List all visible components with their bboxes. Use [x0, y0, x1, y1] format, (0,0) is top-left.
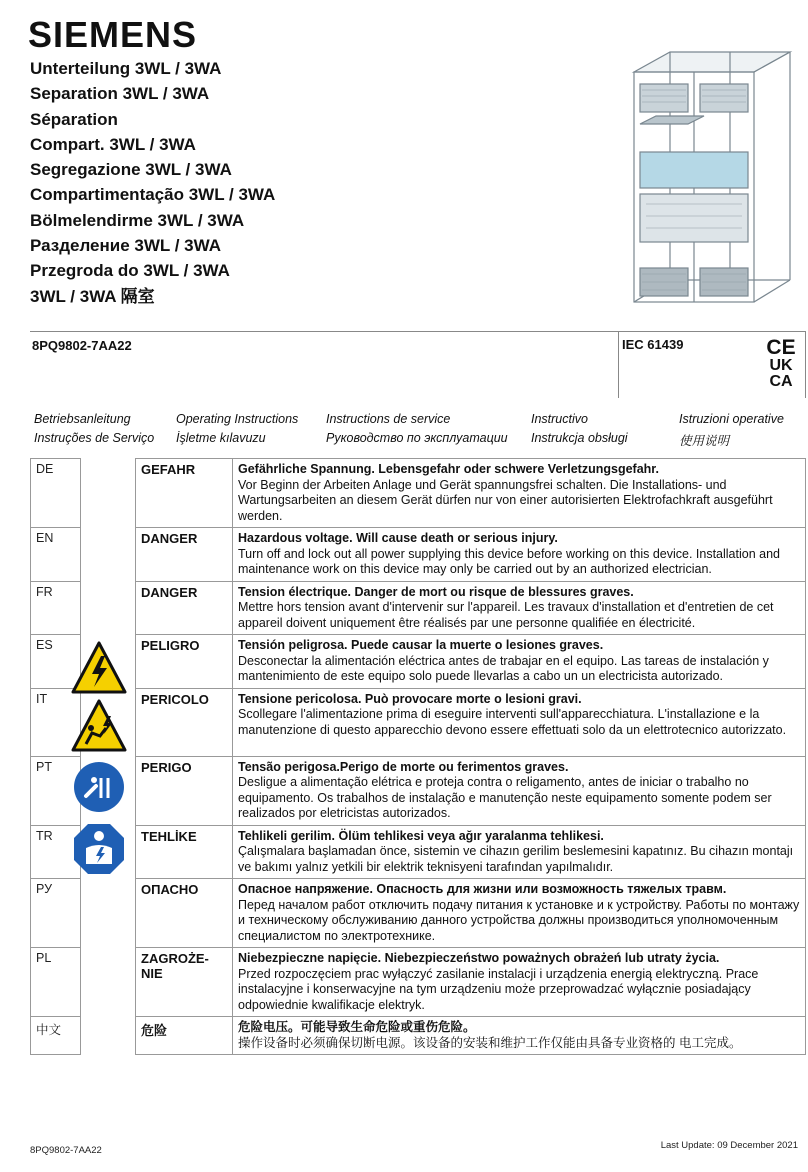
- safety-message: [233, 635, 806, 689]
- language-code: FR: [31, 581, 81, 635]
- info-bar-border: [805, 331, 806, 398]
- qualified-electrician-only-icon: [72, 822, 126, 876]
- safety-message: [233, 528, 806, 582]
- icon-column: [81, 879, 136, 948]
- message-text: 操作设备时必须确保切断电源。该设备的安装和维护工作仅能由具备专业资格的 电工完成。: [238, 1035, 742, 1050]
- safety-row-tr: [31, 825, 806, 879]
- language-code: PT: [31, 756, 81, 825]
- message-text: Mettre hors tension avant d'intervenir sur l'appareil. Les travaux d'installation et d'entretien de cet appareil doivent uniquement être réalisés par une personne qualifiée en électricité.: [238, 600, 774, 630]
- manual-type-zh: 使用说明: [679, 434, 730, 448]
- language-code: ES: [31, 635, 81, 689]
- conformity-marks: [758, 338, 804, 390]
- safety-row-pl: [31, 948, 806, 1017]
- signal-word: PERICOLO: [136, 688, 233, 756]
- safety-row-fr: [31, 581, 806, 635]
- message-title: 危险电压。可能导致生命危险或重伤危险。: [238, 1020, 476, 1034]
- signal-word: PERIGO: [136, 756, 233, 825]
- language-code: EN: [31, 528, 81, 582]
- title-ru: Разделение 3WL / 3WA: [30, 236, 221, 256]
- signal-word: ОПАСНО: [136, 879, 233, 948]
- message-text: Desconectar la alimentación eléctrica antes de trabajar en el equipo. Las tareas de instalación y mantenimiento de este equipo solo puede llevarlas a cabo un un electricista autorizado.: [238, 653, 769, 683]
- title-fr: Séparation: [30, 109, 118, 129]
- message-title: Hazardous voltage. Will cause death or serious injury.: [238, 531, 558, 545]
- safety-table: [30, 458, 806, 1055]
- message-text: Przed rozpoczęciem prac wyłączyć zasilanie instalacji i urządzenia energią elektryczną. Prace instalacyjne i konserwacyjne na tym urządzeniu może przeprowadzać wyłącznie posiadający odpowiednie kwalifikacje elektryk.: [238, 966, 759, 1012]
- message-title: Tensión peligrosa. Puede causar la muerte o lesiones graves.: [238, 638, 604, 652]
- title-list: [30, 56, 275, 309]
- signal-word: ZAGROŻE-NIE: [136, 948, 233, 1017]
- language-code: TR: [31, 825, 81, 879]
- title-de: Unterteilung 3WL / 3WA: [30, 59, 222, 78]
- icon-column: [81, 459, 136, 528]
- footer-last-update: Last Update: 09 December 2021: [660, 1140, 798, 1151]
- info-bar-separator: [618, 331, 619, 398]
- signal-word: DANGER: [136, 528, 233, 582]
- safety-message: [233, 581, 806, 635]
- title-zh: 3WL / 3WA 隔室: [30, 286, 155, 306]
- safety-message: [233, 459, 806, 528]
- title-pt: Compartimentação 3WL / 3WA: [30, 185, 276, 205]
- title-es: Compart. 3WL / 3WA: [30, 134, 196, 154]
- message-text: Turn off and lock out all power supplying this device before working on this device. Installation and maintenance work on this device may only be carried out by an authorized electrician.: [238, 546, 780, 576]
- manual-type-tr: İşletme kılavuzu: [176, 431, 266, 445]
- electrical-hazard-warning-icon: [70, 640, 128, 696]
- language-code: IT: [31, 688, 81, 756]
- language-code: РУ: [31, 879, 81, 948]
- safety-row-es: [31, 635, 806, 689]
- message-text: Scollegare l'alimentazione prima di eseguire interventi sull'apparecchiatura. L'installazione e la manutenzione di questo apparecchio devono essere effettuati solo da un elettrotecnico autorizzato.: [238, 707, 787, 737]
- title-it: Segregazione 3WL / 3WA: [30, 160, 232, 180]
- icon-column: [81, 581, 136, 635]
- safety-row-it: [31, 688, 806, 756]
- icon-column: [81, 948, 136, 1017]
- safety-row-zh: [31, 1017, 806, 1055]
- safety-row-ru: [31, 879, 806, 948]
- standard-label: IEC 61439: [622, 337, 684, 352]
- safety-message: [233, 948, 806, 1017]
- manual-type-es: Instructivo: [531, 412, 588, 426]
- manual-type-fr: Instructions de service: [326, 412, 451, 426]
- safety-message: [233, 756, 806, 825]
- manual-type-it: Istruzioni operative: [679, 412, 784, 426]
- manual-type-pt: Instruções de Serviço: [34, 431, 155, 445]
- message-title: Tensione pericolosa. Può provocare morte o lesioni gravi.: [238, 691, 582, 706]
- siemens-logo: SIEMENS: [28, 14, 198, 55]
- manual-type-en: Operating Instructions: [176, 412, 299, 426]
- order-number: 8PQ9802-7AA22: [32, 338, 132, 353]
- signal-word: PELIGRO: [136, 635, 233, 689]
- manual-type-pl: Instrukcja obsługi: [531, 431, 628, 445]
- info-bar-divider: [30, 331, 806, 332]
- signal-word: GEFAHR: [136, 459, 233, 528]
- manual-type-ru: Руководство по эксплуатации: [326, 431, 508, 445]
- message-title: Gefährliche Spannung. Lebensgefahr oder schwere Verletzungsgefahr.: [238, 462, 659, 476]
- title-en: Separation 3WL / 3WA: [30, 84, 210, 104]
- message-title: Tension électrique. Danger de mort ou risque de blessures graves.: [238, 584, 634, 599]
- language-code: PL: [31, 948, 81, 1017]
- signal-word: TEHLİKE: [136, 825, 233, 879]
- cabinet-illustration: [622, 44, 797, 314]
- title-tr: Bölmelendirme 3WL / 3WA: [30, 210, 245, 230]
- language-code: 中文: [31, 1017, 81, 1055]
- message-title: Niebezpieczne napięcie. Niebezpieczeństwo poważnych obrażeń lub utraty życia.: [238, 951, 720, 965]
- title-pl: Przegroda do 3WL / 3WA: [30, 261, 230, 281]
- safety-row-de: [31, 459, 806, 528]
- message-text: Desligue a alimentação elétrica e proteja contra o religamento, antes de iniciar o trabalho no equipamento. Os trabalhos de instalação e manutenção neste equipamento somente podem ser realizados por eletricistas autorizados.: [238, 775, 772, 820]
- safety-message: [233, 825, 806, 879]
- signal-word: 危险: [136, 1017, 233, 1055]
- safety-message: [233, 879, 806, 948]
- electric-shock-warning-icon: [70, 698, 128, 754]
- footer-order-number: 8PQ9802-7AA22: [30, 1145, 102, 1156]
- message-title: Tensão perigosa.Perigo de morte ou ferimentos graves.: [238, 759, 569, 774]
- message-text: Vor Beginn der Arbeiten Anlage und Gerät spannungsfrei schalten. Die Installations- und Wartungsarbeiten an diesem Gerät dürfen nur von einer autorisierten Elektrofachkraft ausgeführt werden.: [238, 477, 773, 523]
- manual-type-de: Betriebsanleitung: [34, 412, 131, 426]
- message-title: Опасное напряжение. Опасность для жизни или возможность тяжелых травм.: [238, 882, 727, 896]
- language-code: DE: [31, 459, 81, 528]
- disconnect-before-work-icon: [72, 760, 126, 814]
- message-text: Çalışmalara başlamadan önce, sistemin ve cihazın gerilim beslemesini kapatınız. Bu cihazın montajı ve bakımı yalnız yetkili bir elektrik teknisyeni tarafından yapılmalıdır.: [238, 844, 794, 874]
- safety-row-pt: [31, 756, 806, 825]
- safety-message: [233, 1017, 806, 1055]
- message-text: Перед началом работ отключить подачу питания к установке и к устройству. Работы по монтажу и техническому обслуживанию данного устройства должны производиться уполномоченным специалистом по электротехнике.: [238, 897, 800, 943]
- ce-mark: CE: [766, 336, 796, 359]
- icon-column: [81, 528, 136, 582]
- safety-message: [233, 688, 806, 756]
- ukca-mark: UK CA: [769, 357, 793, 390]
- icon-column: [81, 1017, 136, 1055]
- safety-row-en: [31, 528, 806, 582]
- signal-word: DANGER: [136, 581, 233, 635]
- message-title: Tehlikeli gerilim. Ölüm tehlikesi veya ağır yaralanma tehlikesi.: [238, 828, 604, 843]
